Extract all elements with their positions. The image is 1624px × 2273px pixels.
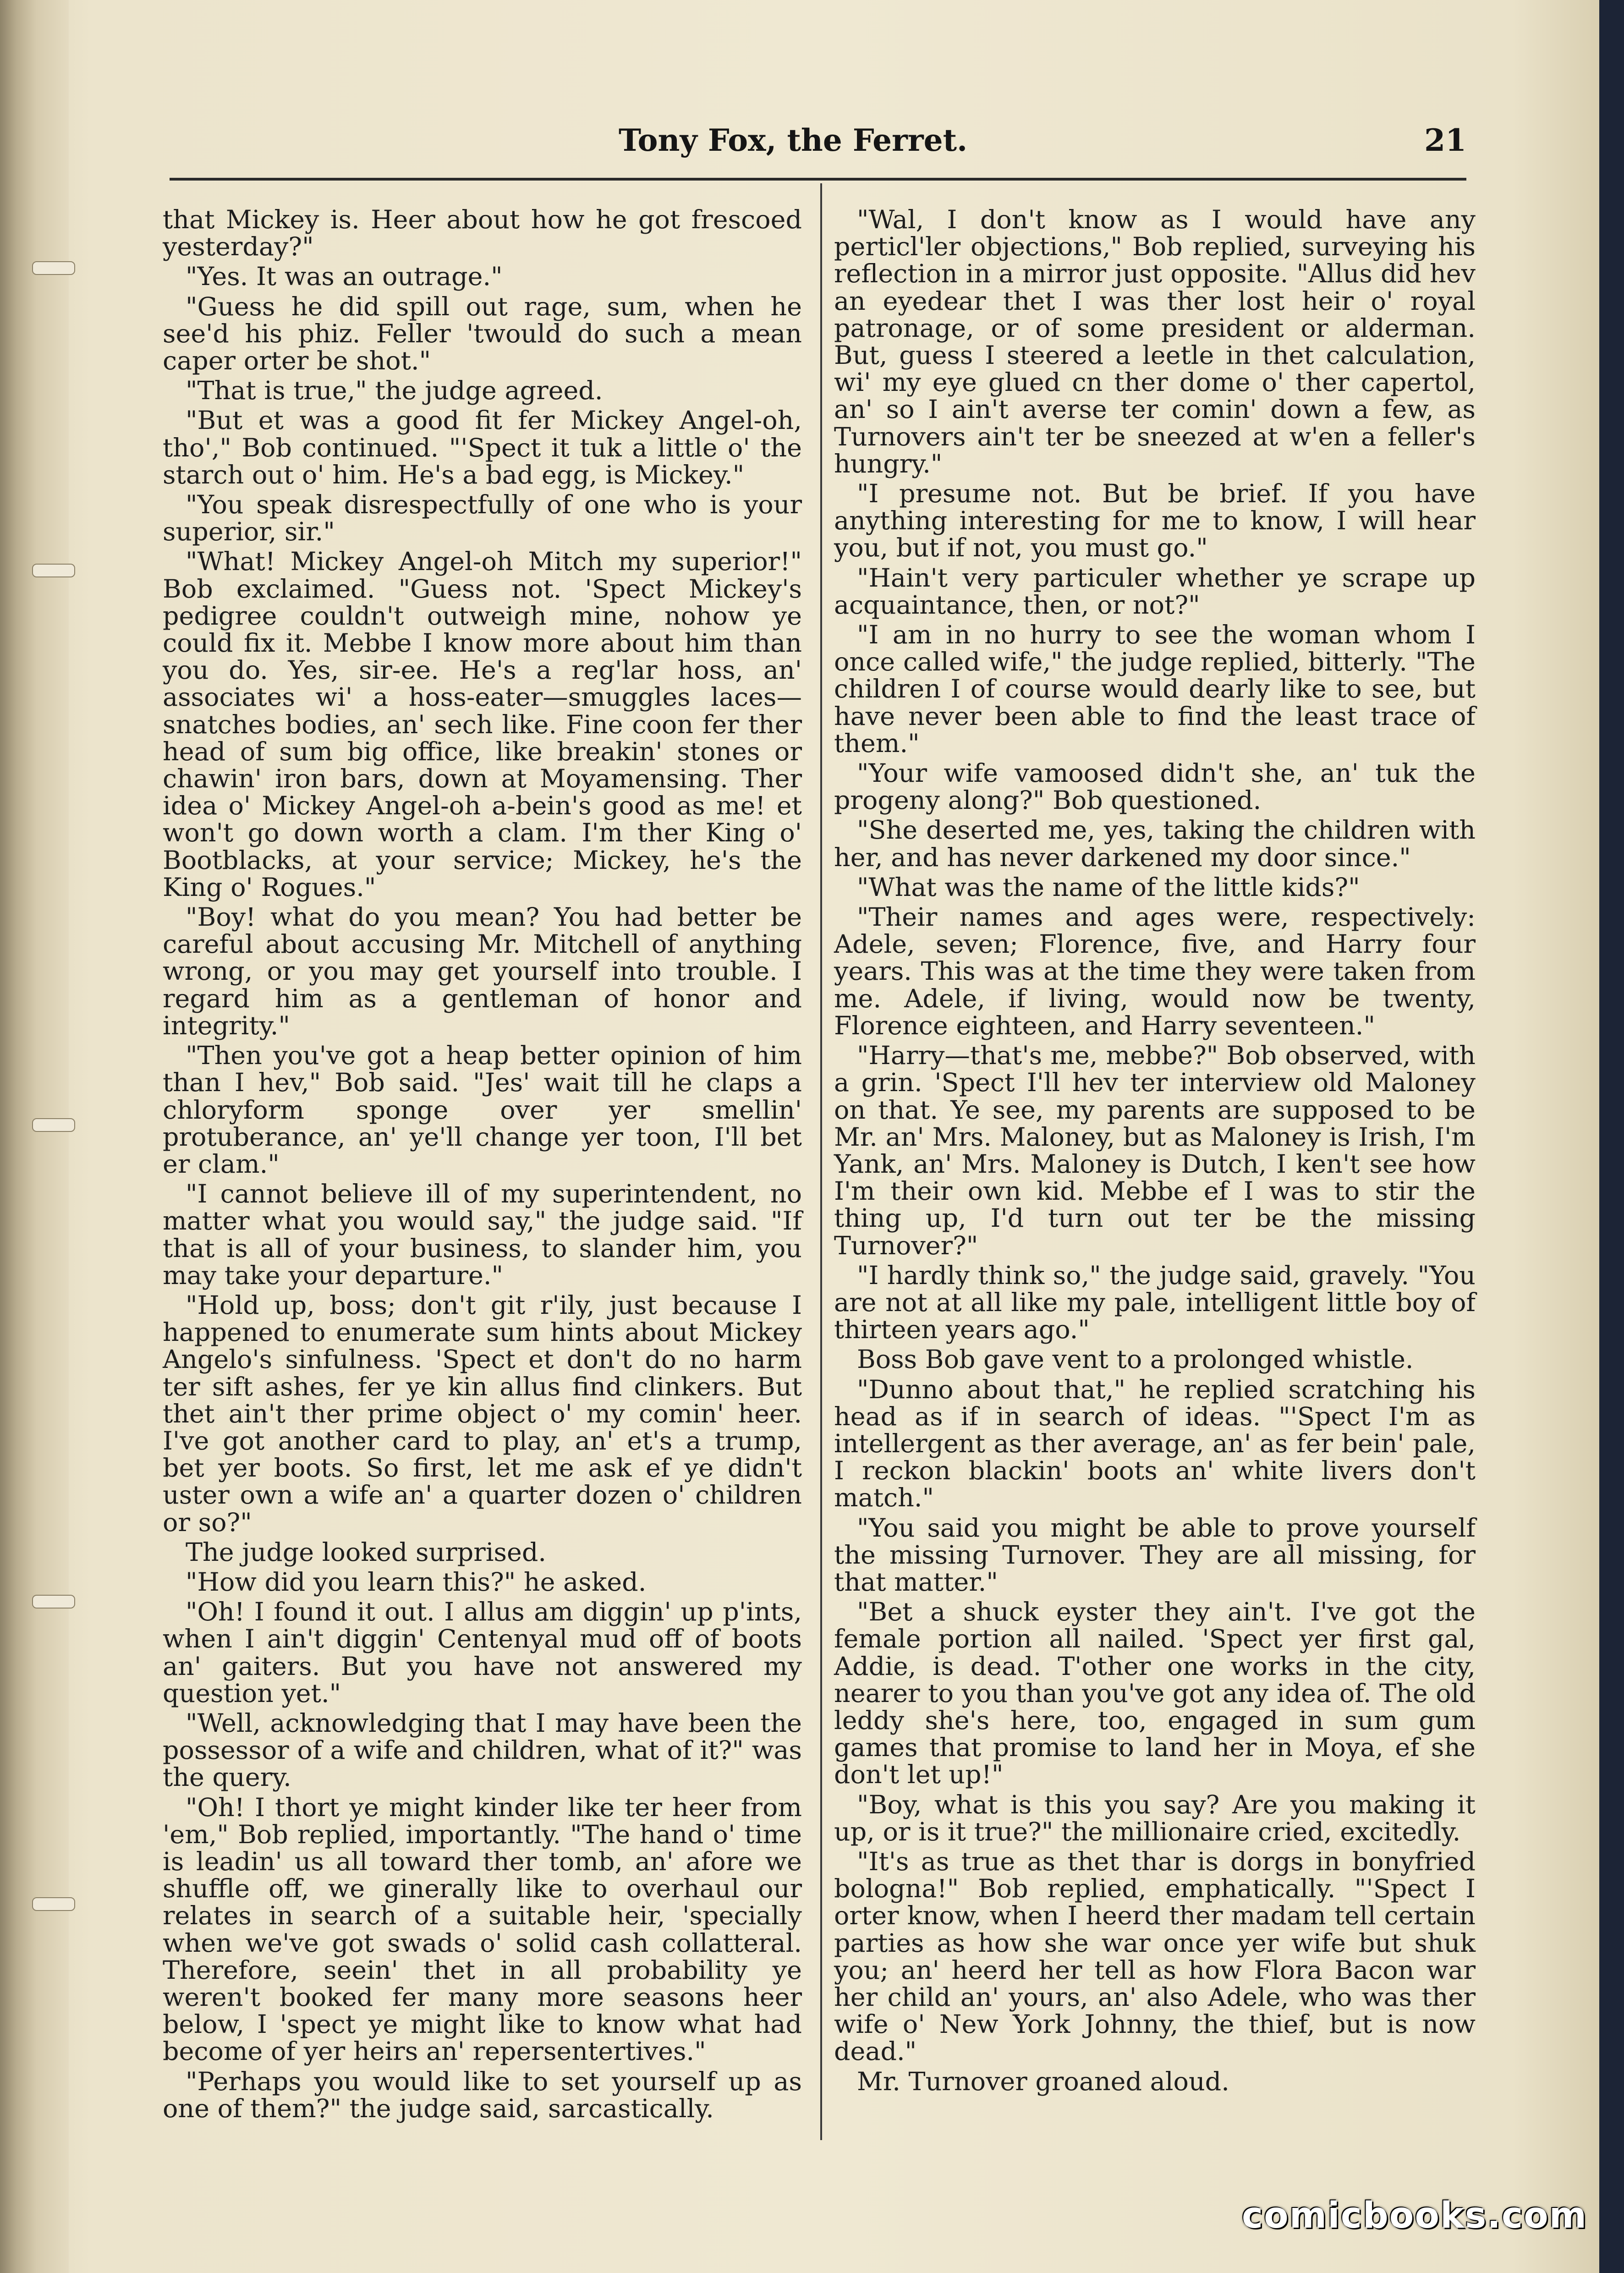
left-text-column (163, 206, 802, 2125)
paragraph: "You said you might be able to prove yourself the missing Turnover. They are all missing, for that matter." (834, 1513, 1476, 1597)
paragraph: "Their names and ages were, respectively: Adele, seven; Florence, five, and Harry four years. This was at the time they were taken from me. Adele, if living, would now be twenty, Florence eighteen, and Harry seventeen." (834, 902, 1476, 1041)
paragraph: Mr. Turnover groaned aloud. (857, 2066, 1229, 2097)
paragraph: "But et was a good fit fer Mickey Angel-oh, tho'," Bob continued. "'Spect it tuk a little o' the starch out o' him. He's a bad egg, is Mickey." (163, 406, 802, 490)
binding-stitch (32, 564, 75, 577)
running-title: Tony Fox, the Ferret. (619, 122, 968, 158)
paragraph: "Perhaps you would like to set yourself up as one of them?" the judge said, sarcastically. (163, 2066, 802, 2124)
paragraph: "She deserted me, yes, taking the children with her, and has never darkened my door since." (834, 815, 1476, 873)
paragraph: "Harry—that's me, mebbe?" Bob observed, with a grin. 'Spect I'll hev ter interview old Maloney on that. Ye see, my parents are supposed to be Mr. an' Mrs. Maloney, but as Maloney is Irish, I'm Yank, an' Mrs. Maloney is Dutch, I ken't see how I'm their own kid. Mebbe ef I was to stir the thing up, I'd turn out ter be the missing Turnover?" (834, 1041, 1476, 1261)
paragraph: "It's as true as thet thar is dorgs in bonyfried bologna!" Bob replied, emphatically. "'Spect I orter know, when I heerd ther madam tell certain parties as how she war once yer wife but shuk you; an' heerd her tell as how Flora Bacon war her child an' yours, an' also Adele, who was ther wife o' New York Johnny, the thief, but is now dead." (834, 1846, 1476, 2067)
paragraph: "Wal, I don't know as I would have any perticl'ler objections," Bob replied, surveying his reflection in a mirror just opposite. "Allus did hev an eyedear thet I was ther lost heir o' royal patronage, or of some president or alderman. But, guess I steered a leetle in thet calculation, wi' my eye glued cn ther dome o' ther capertol, an' so I ain't averse ter comin' down a few, as Turnovers ain't ter be sneezed at w'en a feller's hungry." (834, 205, 1476, 479)
site-watermark: comicbooks.com (1241, 2195, 1587, 2236)
page-number: 21 (1424, 122, 1466, 158)
paragraph: "I am in no hurry to see the woman whom I once called wife," the judge replied, bitterly. "The children I of course would dearly like to see, but have never been able to find the least trace of them." (834, 620, 1476, 758)
paragraph: "Bet a shuck eyster they ain't. I've got the female portion all nailed. 'Spect yer first gal, Addie, is dead. T'other one works in the city, nearer to you than you've got any idea of. The old leddy she's here, too, engaged in sum gum games that promise to land her in Moya, ef she don't let up!" (834, 1597, 1476, 1790)
paragraph: "Well, acknowledging that I may have been the possessor of a wife and children, what of it?" was the query. (163, 1708, 802, 1793)
paragraph: Boss Bob gave vent to a prolonged whistle. (857, 1345, 1414, 1375)
page-binding (0, 0, 69, 2273)
paragraph: "What! Mickey Angel-oh Mitch my superior!" Bob exclaimed. "Guess not. 'Spect Mickey's pedigree couldn't outweigh mine, nohow ye could fix it. Mebbe I know more about him than you do. Yes, sir-ee. He's a reg'lar hoss, an' associates wi' a hoss-eater—smuggles laces—snatches bodies, an' sech like. Fine coon fer ther head of sum big office, like breakin' stones or chawin' iron bars, down at Moyamensing. Ther idea o' Mickey Angel-oh a-bein's good as me! et won't go down worth a clam. I'm ther King o' Bootblacks, at your service; Mickey, he's the King o' Rogues." (163, 547, 802, 902)
paragraph: "I hardly think so," the judge said, gravely. "You are not at all like my pale, intelligent little boy of thirteen years ago." (834, 1260, 1476, 1345)
right-text-column (834, 206, 1476, 2098)
paragraph: "I cannot believe ill of my superintendent, no matter what you would say," the judge said. "If that is all of your business, to slander him, you may take your departure." (163, 1179, 802, 1290)
paragraph: "Hain't very particuler whether ye scrape up acquaintance, then, or not?" (834, 563, 1476, 620)
column-divider (820, 183, 822, 2140)
paragraph: "What was the name of the little kids?" (857, 872, 1360, 902)
paragraph: "Boy, what is this you say? Are you making it up, or is it true?" the millionaire cried, excitedly. (834, 1790, 1476, 1847)
running-header (165, 117, 1471, 172)
paragraph: "Your wife vamoosed didn't she, an' tuk the progeny along?" Bob questioned. (834, 758, 1476, 816)
paragraph: "I presume not. But be brief. If you have anything interesting for me to know, I will hear you, but if not, you must go." (834, 479, 1476, 563)
binding-stitch (32, 1118, 75, 1132)
binding-stitch (32, 1595, 75, 1609)
binding-stitch (32, 261, 75, 275)
paragraph: "Boy! what do you mean? You had better be careful about accusing Mr. Mitchell of anything wrong, or you may get yourself into trouble. I regard him as a gentleman of honor and integrity." (163, 902, 802, 1041)
paragraph: "How did you learn this?" he asked. (186, 1567, 647, 1597)
header-rule (170, 178, 1466, 181)
paragraph: "Guess he did spill out rage, sum, when he see'd his phiz. Feller 'twould do such a mean caper orter be shot." (163, 291, 802, 376)
paragraph: "Dunno about that," he replied scratching his head as if in search of ideas. "'Spect I'm as intellergent as ther average, an' as fer bein' pale, I reckon blackin' boots an' white livers don't match." (834, 1374, 1476, 1513)
paragraph: "You speak disrespectfully of one who is your superior, sir." (163, 490, 802, 547)
paragraph: "Oh! I found it out. I allus am diggin' up p'ints, when I ain't diggin' Centenyal mud off of boots an' gaiters. But you have not answered my question yet." (163, 1597, 802, 1708)
paragraph: "Then you've got a heap better opinion of him than I hev," Bob said. "Jes' wait till he claps a chloryform sponge over yer smellin' protuberance, an' ye'll change yer toon, I'll bet er clam." (163, 1041, 802, 1179)
paragraph: "Yes. It was an outrage." (186, 262, 503, 292)
paragraph: "Hold up, boss; don't git r'ily, just because I happened to enumerate sum hints about Mickey Angelo's sinfulness. 'Spect et don't do no harm ter sift ashes, fer ye kin allus find clinkers. But thet ain't ther prime object o' my comin' heer. I've got another card to play, an' et's a trump, bet yer boots. So first, let me ask ef ye didn't uster own a wife an' a quarter dozen o' children or so?" (163, 1290, 802, 1537)
binding-stitch (32, 1897, 75, 1911)
paragraph: that Mickey is. Heer about how he got frescoed yesterday?" (163, 205, 802, 262)
paragraph: "That is true," the judge agreed. (186, 376, 603, 406)
paragraph: The judge looked surprised. (186, 1537, 547, 1567)
paragraph: "Oh! I thort ye might kinder like ter heer from 'em," Bob replied, importantly. "The hand o' time is leadin' us all toward ther tomb, an' afore we shuffle off, we ginerally like to overhaul our relates in search of a suitable heir, 'specially when we've got swads o' solid cash collatteral. Therefore, seein' thet in all probability ye weren't booked fer many more seasons heer below, I 'spect ye might like to know what had become of yer heirs an' repersentertives." (163, 1792, 802, 2067)
